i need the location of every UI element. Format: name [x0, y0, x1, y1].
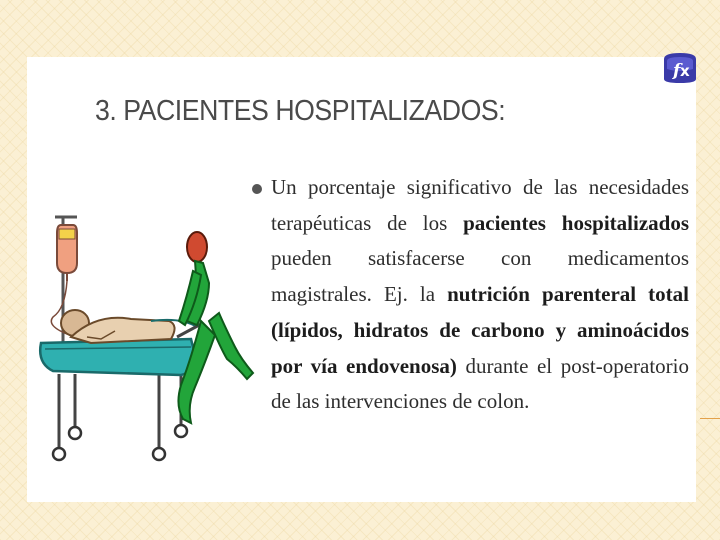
slide-content — [27, 57, 696, 502]
decorative-line — [700, 418, 720, 419]
formula-x-logo-icon — [660, 49, 700, 85]
svg-text:x: x — [680, 62, 690, 80]
bullet-text-segment: Un porcentaje significativo de las necesidades terapéuticas de los — [271, 175, 689, 235]
bullet-dot — [252, 184, 262, 194]
svg-text:f: f — [673, 61, 681, 81]
patient-on-stretcher-illustration-icon — [31, 209, 259, 469]
bullet-bold-segment: pacientes hospitalizados — [463, 210, 689, 235]
bullet-bold-segment: nutrición parenteral total (lípidos, hidratos de carbono y aminoácidos por vía endovenosa) — [271, 282, 689, 378]
slide-title: 3. PACIENTES HOSPITALIZADOS: — [95, 95, 506, 127]
bullet-paragraph — [271, 170, 689, 420]
bullet-text-segment: durante el post-operatorio de las intervenciones de colon. — [271, 353, 689, 414]
bullet-text-segment: pueden satisfacerse con medicamentos magistrales. Ej. la — [271, 246, 689, 307]
